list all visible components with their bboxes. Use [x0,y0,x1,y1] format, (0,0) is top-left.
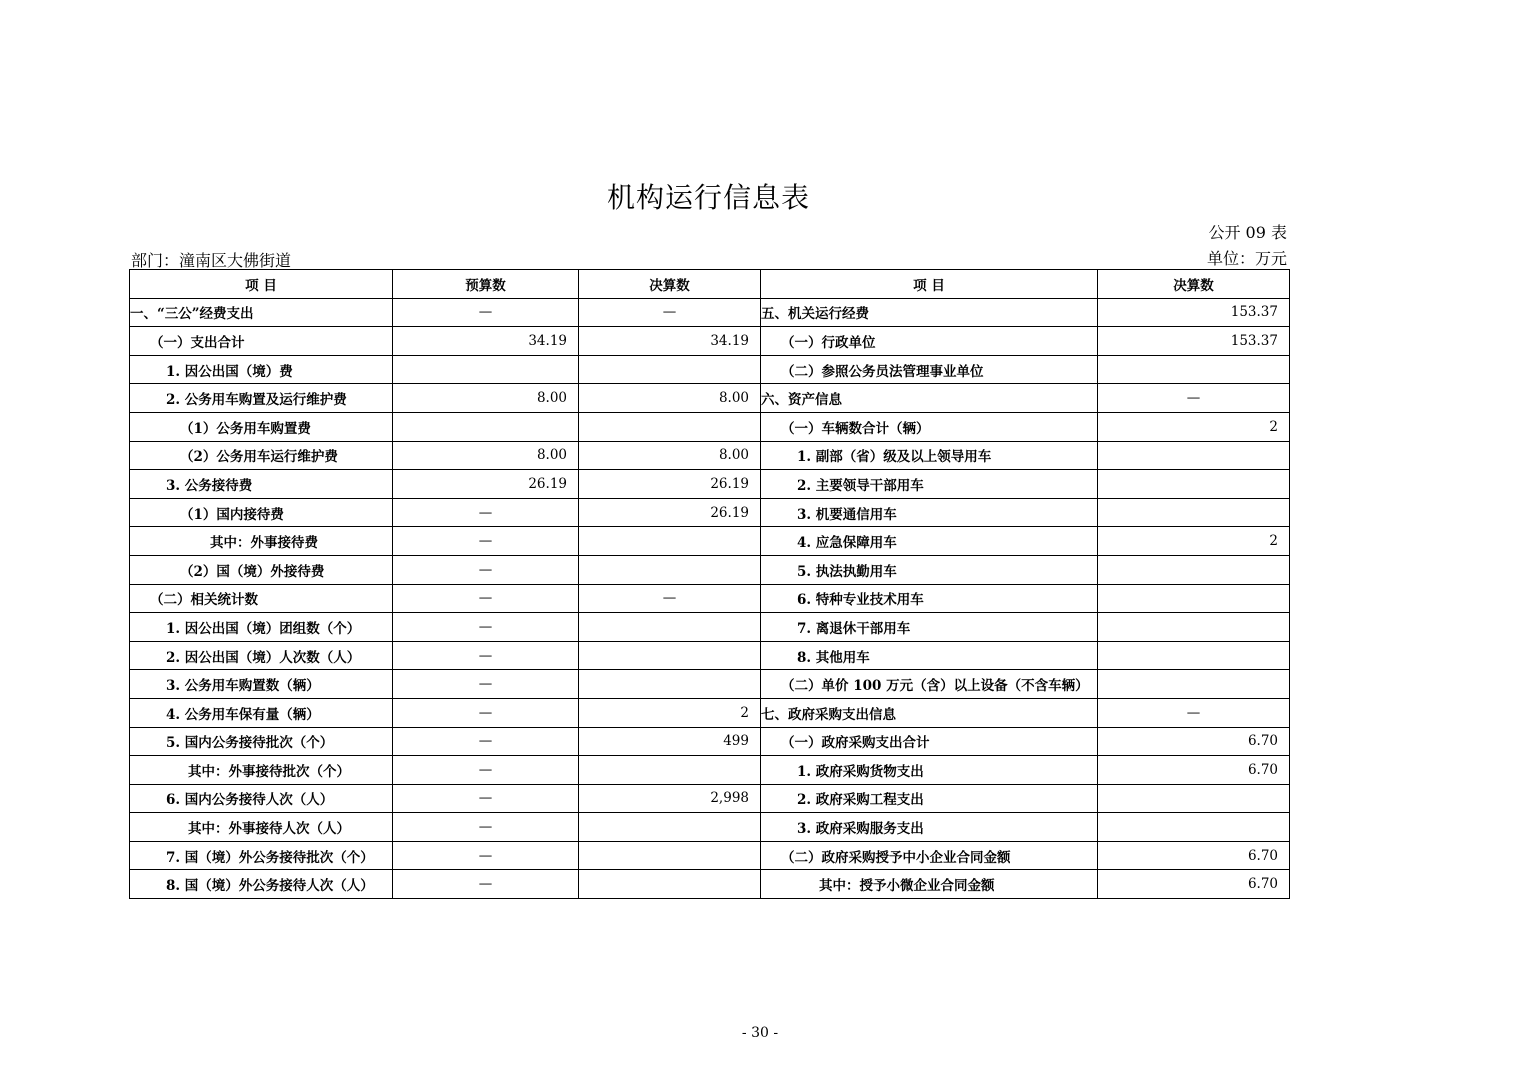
table-row [130,298,1290,327]
table-body [130,298,1290,898]
row-budget-value: — [393,670,579,699]
row-final-value-left: 34.19 [579,327,761,356]
row-item-right: （二）单价 100 万元（含）以上设备（不含车辆） [761,670,1098,699]
row-item-right: 3. 机要通信用车 [761,498,1098,527]
row-final-value-right: 2 [1098,412,1290,441]
row-final-value-left [579,841,761,870]
row-budget-value: — [393,813,579,842]
row-final-value-left: 8.00 [579,384,761,413]
header-item-left: 项 目 [130,270,393,299]
row-final-value-left: 26.19 [579,470,761,499]
row-item-left: 7. 国（境）外公务接待批次（个） [130,841,393,870]
row-item-right: 1. 政府采购货物支出 [761,756,1098,785]
row-budget-value [393,355,579,384]
row-item-right: 4. 应急保障用车 [761,527,1098,556]
table-row [130,870,1290,899]
row-item-right: 5. 执法执勤用车 [761,555,1098,584]
header-item-right: 项 目 [761,270,1098,299]
row-item-right: （二）政府采购授予中小企业合同金额 [761,841,1098,870]
row-budget-value: 8.00 [393,384,579,413]
table-row [130,327,1290,356]
row-final-value-right [1098,613,1290,642]
row-final-value-right [1098,641,1290,670]
row-final-value-left: — [579,584,761,613]
table-row [130,813,1290,842]
row-budget-value: — [393,527,579,556]
row-final-value-left [579,670,761,699]
row-budget-value: — [393,698,579,727]
row-item-right: 7. 离退休干部用车 [761,613,1098,642]
row-final-value-left [579,355,761,384]
table-row [130,498,1290,527]
row-item-left: （2）公务用车运行维护费 [130,441,393,470]
row-final-value-left [579,613,761,642]
table-row [130,727,1290,756]
row-final-value-left: 26.19 [579,498,761,527]
row-item-right: （一）政府采购支出合计 [761,727,1098,756]
row-item-left: 1. 因公出国（境）费 [130,355,393,384]
table-row [130,784,1290,813]
row-final-value-left: 499 [579,727,761,756]
row-item-left: 其中：外事接待人次（人） [130,813,393,842]
row-item-right: 六、资产信息 [761,384,1098,413]
row-budget-value: 8.00 [393,441,579,470]
row-item-right: 1. 副部（省）级及以上领导用车 [761,441,1098,470]
row-item-left: （1）公务用车购置费 [130,412,393,441]
row-final-value-left: 2 [579,698,761,727]
row-budget-value: 34.19 [393,327,579,356]
table-row [130,555,1290,584]
row-budget-value: 26.19 [393,470,579,499]
row-item-right: 2. 政府采购工程支出 [761,784,1098,813]
row-item-right: 8. 其他用车 [761,641,1098,670]
table-row [130,384,1290,413]
row-item-left: 6. 国内公务接待人次（人） [130,784,393,813]
unit-label: 单位：万元 [1206,249,1287,268]
row-item-left: （二）相关统计数 [130,584,393,613]
row-budget-value: — [393,841,579,870]
row-final-value-right [1098,355,1290,384]
row-final-value-left [579,813,761,842]
row-budget-value: — [393,870,579,899]
row-final-value-left [579,756,761,785]
row-item-left: 5. 国内公务接待批次（个） [130,727,393,756]
row-final-value-left [579,641,761,670]
row-item-right: 七、政府采购支出信息 [761,698,1098,727]
row-final-value-left: — [579,298,761,327]
row-item-right: 2. 主要领导干部用车 [761,470,1098,499]
table-row [130,670,1290,699]
table-row [130,470,1290,499]
table-row [130,641,1290,670]
table-row [130,756,1290,785]
row-budget-value: — [393,641,579,670]
row-final-value-right [1098,441,1290,470]
row-item-left: 2. 公务用车购置及运行维护费 [130,384,393,413]
row-final-value-right [1098,498,1290,527]
department-label: 部门：潼南区大佛街道 [131,251,292,270]
row-item-left: 8. 国（境）外公务接待人次（人） [130,870,393,899]
row-item-right: （一）行政单位 [761,327,1098,356]
row-budget-value: — [393,727,579,756]
row-budget-value [393,412,579,441]
row-item-left: （1）国内接待费 [130,498,393,527]
row-item-left: 3. 公务接待费 [130,470,393,499]
row-budget-value: — [393,298,579,327]
row-item-left: 一、“三公”经费支出 [130,298,393,327]
row-item-left: 2. 因公出国（境）人次数（人） [130,641,393,670]
row-final-value-left: 2,998 [579,784,761,813]
row-budget-value: — [393,613,579,642]
row-budget-value: — [393,555,579,584]
row-item-left: 其中：外事接待费 [130,527,393,556]
table-row [130,613,1290,642]
row-final-value-left [579,412,761,441]
row-item-left: （2）国（境）外接待费 [130,555,393,584]
row-item-right: （一）车辆数合计（辆） [761,412,1098,441]
table-row [130,584,1290,613]
row-final-value-right: 153.37 [1098,298,1290,327]
table-row [130,841,1290,870]
row-item-left: （一）支出合计 [130,327,393,356]
row-final-value-right [1098,784,1290,813]
row-final-value-right [1098,670,1290,699]
header-final-left: 决算数 [579,270,761,299]
table-row [130,355,1290,384]
row-final-value-right [1098,470,1290,499]
row-budget-value: — [393,784,579,813]
row-item-right: 其中：授予小微企业合同金额 [761,870,1098,899]
row-final-value-left: 8.00 [579,441,761,470]
row-final-value-left [579,555,761,584]
table-number: 公开 09 表 [1208,223,1287,242]
row-budget-value: — [393,584,579,613]
row-final-value-right [1098,555,1290,584]
row-final-value-right: 2 [1098,527,1290,556]
row-item-left: 1. 因公出国（境）团组数（个） [130,613,393,642]
row-final-value-right: 6.70 [1098,870,1290,899]
row-item-left: 4. 公务用车保有量（辆） [130,698,393,727]
row-final-value-left [579,870,761,899]
row-final-value-right: 6.70 [1098,841,1290,870]
row-final-value-left [579,527,761,556]
row-item-right: 6. 特种专业技术用车 [761,584,1098,613]
row-item-right: 3. 政府采购服务支出 [761,813,1098,842]
row-item-right: 五、机关运行经费 [761,298,1098,327]
page-title: 机构运行信息表 [606,181,810,214]
row-budget-value: — [393,756,579,785]
table-header-row [130,270,1290,299]
table-row [130,441,1290,470]
row-final-value-right: 153.37 [1098,327,1290,356]
table-row [130,698,1290,727]
row-final-value-right [1098,813,1290,842]
table-row [130,527,1290,556]
table-row [130,412,1290,441]
row-budget-value: — [393,498,579,527]
info-table [129,269,1290,899]
row-final-value-right [1098,584,1290,613]
row-final-value-right: — [1098,384,1290,413]
header-final-right: 决算数 [1098,270,1290,299]
row-item-left: 3. 公务用车购置数（辆） [130,670,393,699]
row-item-right: （二）参照公务员法管理事业单位 [761,355,1098,384]
row-final-value-right: — [1098,698,1290,727]
header-budget: 预算数 [393,270,579,299]
row-final-value-right: 6.70 [1098,756,1290,785]
row-final-value-right: 6.70 [1098,727,1290,756]
page-number: - 30 - [741,1025,779,1041]
row-item-left: 其中：外事接待批次（个） [130,756,393,785]
